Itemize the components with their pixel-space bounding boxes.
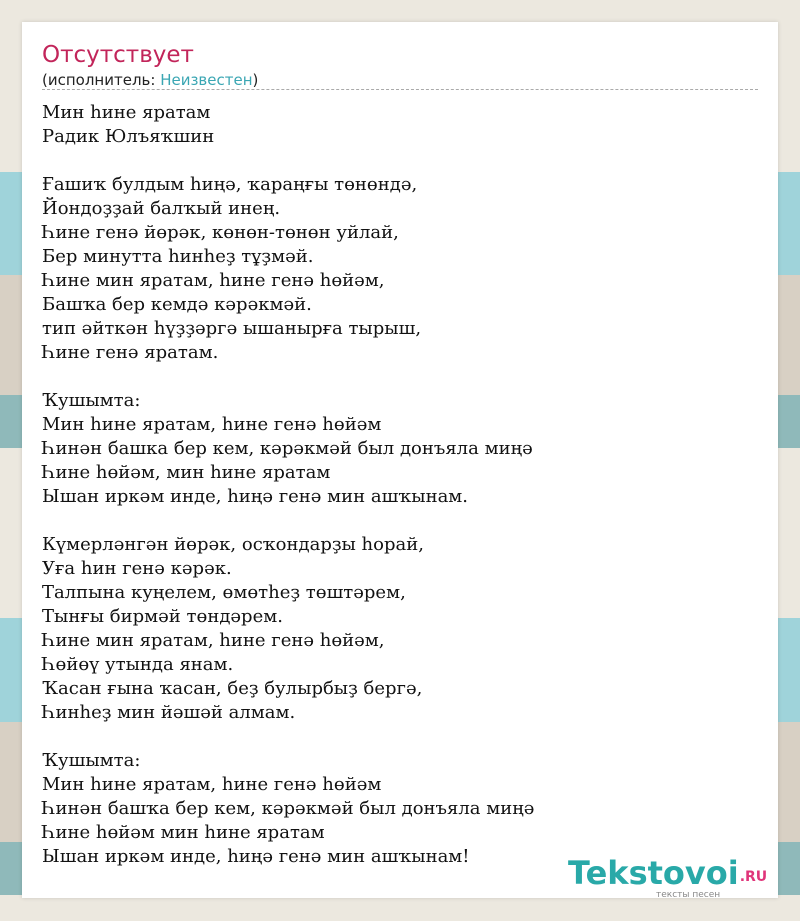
lyric-line: Һине генә йөрәк, көнөн-төнөн уйлай, xyxy=(42,222,399,243)
lyric-line: Талпына куңелем, өмөтһеҙ төштәрем, xyxy=(42,582,406,603)
stanza-break xyxy=(42,725,758,749)
lyric-line: Ышан иркәм инде, һиңә генә мин ашҡынам! xyxy=(42,846,470,867)
lyric-line: Ышан иркәм инде, һиңә генә мин ашҡынам. xyxy=(42,486,469,507)
lyric-line: Мин һине яратам, һине генә һөйәм xyxy=(42,414,382,435)
lyric-line: Һинән башҡа бер кем, кәрәкмәй был донъяла миңә xyxy=(42,798,535,819)
site-logo[interactable] xyxy=(568,854,768,900)
logo-tagline: тексты песен xyxy=(656,890,721,900)
stanza-break xyxy=(42,365,758,389)
lyric-line: Бер минутта һинһеҙ тұҙмәй. xyxy=(42,246,314,267)
lyric-line: Уға һин генә кәрәк. xyxy=(42,558,232,579)
lyric-line: Һине мин яратам, һине генә һөйәм, xyxy=(42,270,385,291)
lyric-line: Ғашиҡ булдым һиңә, ҡараңғы төнөндә, xyxy=(42,174,418,195)
lyric-line: Һөйөү утында янам. xyxy=(42,654,234,675)
stanza-break xyxy=(42,149,758,173)
subtitle-suffix: ) xyxy=(252,71,259,89)
lyric-line: Һине һөйәм мин һине яратам xyxy=(42,822,325,843)
lyric-line: тип әйткән һүҙҙәргә ышанырға тырыш, xyxy=(42,318,422,339)
lyric-line: Башҡа бер кемдә кәрәкмәй. xyxy=(42,294,312,315)
lyrics-card xyxy=(22,22,778,898)
lyric-line: Ҡушымта: xyxy=(42,750,141,771)
lyric-line: Йондоҙҙай балҡый инең. xyxy=(42,198,281,219)
song-title: Отсутствует xyxy=(42,42,194,68)
lyrics-text xyxy=(42,101,758,869)
artist-link[interactable]: Неизвестен xyxy=(160,71,253,89)
lyric-line: Һине генә яратам. xyxy=(42,342,219,363)
logo-word: Tekstovoi xyxy=(568,854,739,892)
title-divider xyxy=(42,89,758,90)
lyric-line: Һинән башка бер кем, кәрәкмәй был донъяла миңә xyxy=(42,438,533,459)
lyric-line: Радик Юлъяҡшин xyxy=(42,126,215,147)
lyric-line: Тынғы бирмәй төндәрем. xyxy=(42,606,283,627)
stanza-break xyxy=(42,509,758,533)
lyric-line: Һинһеҙ мин йәшәй алмам. xyxy=(42,702,296,723)
lyric-line: Һине һөйәм, мин һине яратам xyxy=(42,462,331,483)
lyric-line: Ҡасан ғына ҡасан, беҙ булырбыҙ бергә, xyxy=(42,678,423,699)
lyric-line: Мин һине яратам, һине генә һөйәм xyxy=(42,774,382,795)
logo-tld: .RU xyxy=(739,869,768,885)
lyric-line: Һине мин яратам, һине генә һөйәм, xyxy=(42,630,385,651)
lyric-line: Күмерләнгән йөрәк, осҡондарҙы һорай, xyxy=(42,534,424,555)
song-subtitle xyxy=(42,71,258,89)
subtitle-prefix: (исполнитель: xyxy=(42,71,161,89)
lyric-line: Ҡушымта: xyxy=(42,390,141,411)
lyric-line: Мин һине яратам xyxy=(42,102,211,123)
